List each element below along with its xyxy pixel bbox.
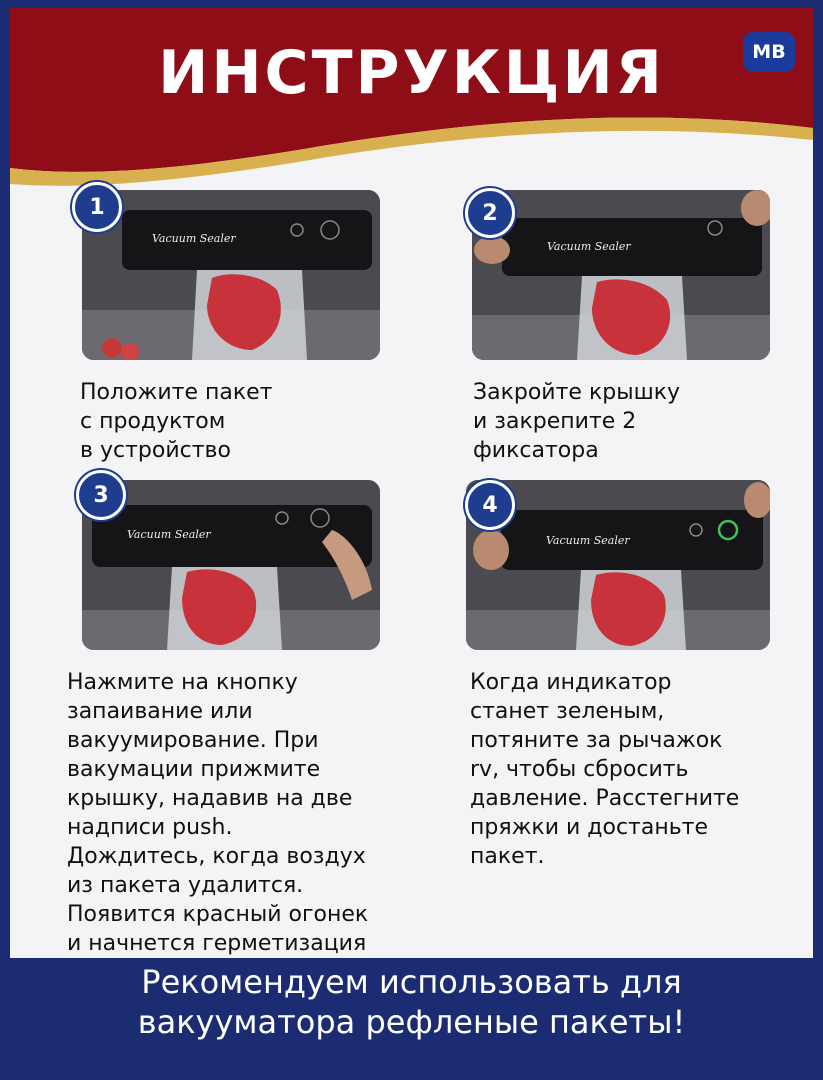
- text-line: пряжки и достаньте: [470, 815, 709, 840]
- step-3-text: [67, 668, 368, 958]
- footer-recommendation: [10, 962, 813, 1070]
- text-line: станет зеленым,: [470, 699, 665, 724]
- device-label: Vacuum Sealer: [547, 240, 631, 253]
- step-1-text: [80, 378, 273, 465]
- step-1-photo: [82, 190, 380, 360]
- text-line: Появится красный огонек: [67, 902, 369, 927]
- step-4-number: 4: [465, 480, 515, 530]
- step-1-number: 1: [72, 182, 122, 232]
- step-2-text: [473, 378, 680, 465]
- text-line: в устройство: [80, 438, 231, 463]
- step-2-photo: [472, 190, 770, 360]
- text-line: запаивание или: [67, 699, 253, 724]
- text-line: вакуумирование. При: [67, 728, 319, 753]
- text-line: потяните за рычажок: [470, 728, 723, 753]
- text-line: и закрепите 2: [473, 409, 637, 434]
- text-line: Положите пакет: [80, 380, 273, 405]
- text-line: фиксатора: [473, 438, 599, 463]
- text-line: с продуктом: [80, 409, 226, 434]
- text-line: Нажмите на кнопку: [67, 670, 298, 695]
- footer-line: Рекомендуем использовать для: [141, 963, 682, 1001]
- step-4-text: [470, 668, 739, 871]
- instruction-sheet: [10, 8, 813, 958]
- step-2-number: 2: [465, 188, 515, 238]
- footer-line: вакууматора рефленые пакеты!: [137, 1003, 686, 1041]
- page-title: ИНСТРУКЦИЯ: [158, 38, 665, 108]
- text-line: Когда индикатор: [470, 670, 672, 695]
- device-label: Vacuum Sealer: [152, 232, 236, 245]
- text-line: вакумации прижмите: [67, 757, 321, 782]
- header-banner: [10, 8, 813, 198]
- device-label: Vacuum Sealer: [546, 534, 630, 547]
- text-line: Закройте крышку: [473, 380, 681, 405]
- text-line: из пакета удалится.: [67, 873, 304, 898]
- text-line: пакет.: [470, 844, 545, 869]
- step-3-number: 3: [76, 470, 126, 520]
- device-label: Vacuum Sealer: [127, 528, 211, 541]
- step-3-photo: [82, 480, 380, 650]
- text-line: rv, чтобы сбросить: [470, 757, 689, 782]
- text-line: Дождитесь, когда воздух: [67, 844, 366, 869]
- text-line: крышку, надавив на две: [67, 786, 353, 811]
- brand-badge: MB: [743, 32, 795, 72]
- text-line: и начнется герметизация: [67, 931, 367, 956]
- text-line: давление. Расстегните: [470, 786, 740, 811]
- text-line: надписи push.: [67, 815, 233, 840]
